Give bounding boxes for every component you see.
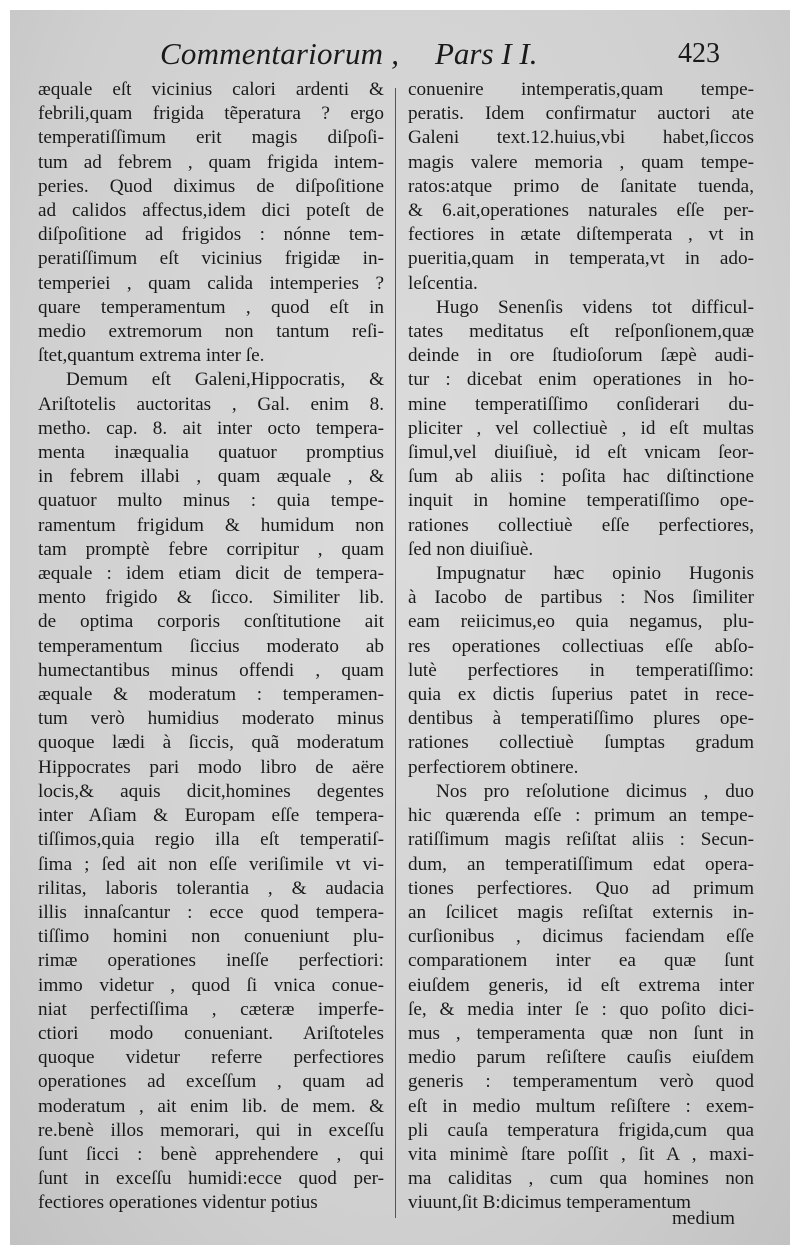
text-line: ma caliditas , cum qua homines non	[408, 1168, 754, 1190]
text-line: ſed non diuiſiuè.	[408, 538, 534, 560]
text-line: an ſcilicet magis reſiſtat externis in-	[408, 901, 754, 923]
text-line: temperatiſſimum erit magis diſpoſi-	[38, 127, 384, 149]
text-line: deinde in ore ſtudioſorum ſæpè audi-	[408, 345, 754, 367]
text-line: comparationem inter ea quæ ſunt	[408, 950, 754, 972]
text-line: rationes collectiuè eſſe perfectiores,	[408, 514, 754, 536]
text-line: lutè perfectiores in temperatiſſimo:	[408, 659, 754, 681]
text-line: Hippocrates pari modo libro de aëre	[38, 756, 384, 778]
text-line: quia ex dictis ſuperius patet in rece-	[408, 684, 754, 706]
text-line: eam reiicimus,eo quia negamus, plu-	[408, 611, 754, 633]
text-line: generis : temperamentum verò quod	[408, 1071, 754, 1093]
text-line: inquit in homine temperatiſſimo ope-	[408, 490, 754, 512]
text-line: fectiores operationes videntur potius	[38, 1192, 318, 1214]
text-line: moderatum , ait enim lib. de mem. &	[38, 1095, 384, 1117]
page-number: 423	[678, 38, 720, 69]
text-line: niat perfectiſſima , cæteræ imperfe-	[38, 998, 384, 1020]
text-line: dum, an temperatiſſimum edat opera-	[408, 853, 754, 875]
text-line: Demum eſt Galeni,Hippocratis, &	[66, 369, 384, 391]
text-line: Nos pro reſolutione dicimus , duo	[436, 780, 754, 802]
text-line: à Iacobo de partibus : Nos ſimiliter	[408, 587, 754, 609]
paragraph	[408, 296, 754, 562]
text-line: magis valere memoria , quam tempe-	[408, 151, 754, 173]
text-line: tiones perfectiores. Quo ad primum	[408, 877, 754, 899]
text-line: tum verò humidius moderato minus	[38, 708, 384, 730]
paragraph	[408, 780, 754, 1216]
text-line: ſe, & media inter ſe : quo poſito dici-	[408, 998, 754, 1020]
text-line: viuunt,ſit B:dicimus temperamentum	[408, 1192, 691, 1214]
paragraph	[38, 78, 384, 368]
running-header	[10, 32, 790, 78]
text-line: mento frigido & ſicco. Similiter lib.	[38, 587, 384, 609]
text-line: ad calidos affectus,idem dici poteſt de	[38, 200, 384, 222]
text-line: febrili,quam frigida tẽperatura ? ergo	[38, 103, 384, 125]
text-line: peratis. Idem confirmatur auctori ate	[408, 103, 754, 125]
text-line: temperamentum ſiccius moderato ab	[38, 635, 384, 657]
text-line: ſima ; ſed ait non eſſe veriſimile vt vi-	[38, 853, 384, 875]
text-line: Ariſtotelis auctoritas , Gal. enim 8.	[38, 393, 384, 415]
text-line: peratiſſimum eſt vicinius frigidæ in-	[38, 248, 384, 270]
text-line: leſcentia.	[408, 272, 478, 294]
text-line: ſunt ſicci : benè apprehendere , qui	[38, 1143, 384, 1165]
text-line: vita minimè ſtare poſſit , ſit A , maxi-	[408, 1143, 754, 1165]
text-line: tam promptè febre corripitur , quam	[38, 538, 384, 560]
text-line: dentibus à temperatiſſimo plures ope-	[408, 708, 754, 730]
text-line: quare temperamentum , quod eſt in	[38, 296, 384, 318]
book-page	[10, 10, 790, 1245]
running-title: Commentariorum ,	[160, 36, 400, 71]
text-line: peries. Quod diximus de diſpoſitione	[38, 175, 384, 197]
text-line: temperiei , quam calida intemperies ?	[38, 272, 384, 294]
text-line: pueritia,quam in temperata,vt in ado-	[408, 248, 754, 270]
text-line: ſunt in exceſſu humidi:ecce quod per-	[38, 1168, 384, 1190]
text-line: eſt in medio multum reſiſtere : exem-	[408, 1095, 754, 1117]
text-line: perfectiorem obtinere.	[408, 756, 579, 778]
text-line: locis,& aquis dicit,homines degentes	[38, 780, 384, 802]
text-line: ſtet,quantum extrema inter ſe.	[38, 345, 265, 367]
text-line: re.benè illos memorari, qui in exceſſu	[38, 1119, 384, 1141]
text-line: menta inæqualia quatuor promptius	[38, 442, 384, 464]
part-label: Pars I I.	[435, 36, 538, 71]
right-column	[408, 78, 754, 1216]
text-line: mine temperatiſſimo conſiderari du-	[408, 393, 754, 415]
text-line: medio parum reſiſtere cauſis eiuſdem	[408, 1047, 754, 1069]
text-line: hic quærenda eſſe : primum an tempe-	[408, 805, 754, 827]
text-line: Galeni text.12.huius,vbi habet,ſiccos	[408, 127, 754, 149]
text-line: de optima corporis conſtitutione ait	[38, 611, 384, 633]
paragraph	[38, 368, 384, 1215]
text-line: ſimul,vel diuiſiuè, id eſt vnicam ſeor-	[408, 442, 754, 464]
paragraph	[408, 78, 754, 296]
text-line: æquale eſt vicinius calori ardenti &	[38, 79, 384, 100]
column-divider	[395, 88, 396, 1218]
text-line: æquale & moderatum : temperamen-	[38, 684, 384, 706]
text-line: diſpoſitione ad frigidos : nónne tem-	[38, 224, 384, 246]
text-line: fectiores in ætate diſtemperata , vt in	[408, 224, 754, 246]
text-line: res operationes collectiuas eſſe abſo-	[408, 635, 754, 657]
text-line: immo videtur , quod ſi vnica conue-	[38, 974, 384, 996]
text-line: tates meditatus eſt reſponſionem,quæ	[408, 321, 754, 343]
text-line: rationes collectiuè ſumptas gradum	[408, 732, 754, 754]
text-line: tum ad febrem , quam frigida intem-	[38, 151, 384, 173]
text-line: & 6.ait,operationes naturales eſſe per-	[408, 200, 754, 222]
text-line: tiſſimo homini non conueniunt plu-	[38, 926, 384, 948]
text-line: inter Aſiam & Europam eſſe tempera-	[38, 805, 384, 827]
text-line: Impugnatur hæc opinio Hugonis	[436, 563, 754, 585]
text-line: in febrem illabi , quam æquale , &	[38, 466, 384, 488]
text-line: quatuor multo minus : quia tempe-	[38, 490, 384, 512]
text-line: tiſſimos,quia regio illa eſt temperatiſ-	[38, 829, 384, 851]
text-line: curſionibus , dicimus faciendam eſſe	[408, 926, 754, 948]
text-line: ramentum frigidum & humidum non	[38, 514, 384, 536]
text-line: tur : dicebat enim operationes in ho-	[408, 369, 754, 391]
text-line: quoque lædi à ſiccis, quã moderatum	[38, 732, 384, 754]
text-line: metho. cap. 8. ait inter octo tempera-	[38, 417, 384, 439]
text-line: eiuſdem generis, id eſt extrema inter	[408, 974, 754, 996]
paragraph	[408, 562, 754, 780]
text-line: ratiſſimum magis reſiſtat aliis : Secun-	[408, 829, 754, 851]
text-line: pliciter , vel collectiuè , id eſt multas	[408, 417, 754, 439]
text-line: humectantibus minus offendi , quam	[38, 659, 384, 681]
text-line: illis innaſcantur : ecce quod tempera-	[38, 901, 384, 923]
text-line: ratos:atque primo de ſanitate tuenda,	[408, 175, 754, 197]
catchword: medium	[672, 1208, 735, 1229]
text-line: medio extremorum non tantum reſi-	[38, 321, 384, 343]
text-line: mus , temperamenta quæ non ſunt in	[408, 1022, 754, 1044]
text-line: ctiori modo conueniant. Ariſtoteles	[38, 1022, 384, 1044]
text-line: ſum ab aliis : poſita hac diſtinctione	[408, 466, 754, 488]
text-line: Hugo Senenſis videns tot difficul-	[436, 296, 754, 318]
text-line: pli cauſa temperatura frigida,cum qua	[408, 1119, 754, 1141]
left-column	[38, 78, 384, 1216]
text-line: conuenire intemperatis,quam tempe-	[408, 79, 754, 100]
text-line: quoque videtur referre perfectiores	[38, 1047, 384, 1069]
text-line: rimæ operationes ineſſe perfectiori:	[38, 950, 384, 972]
text-line: æquale : idem etiam dicit de tempera-	[38, 563, 384, 585]
text-line: operationes ad exceſſum , quam ad	[38, 1071, 384, 1093]
text-line: rilitas, laboris tolerantia , & audacia	[38, 877, 384, 899]
